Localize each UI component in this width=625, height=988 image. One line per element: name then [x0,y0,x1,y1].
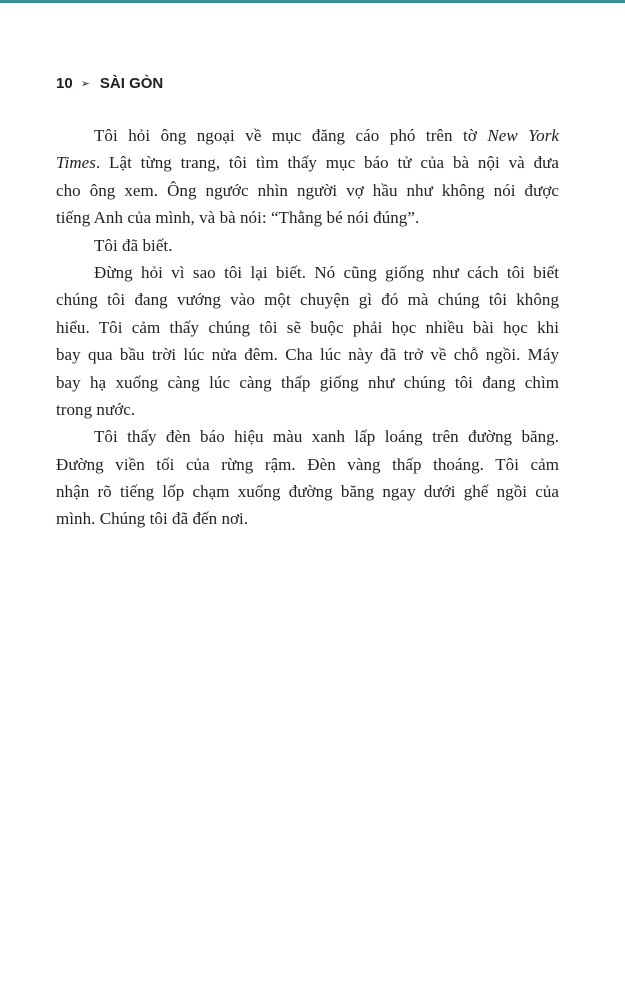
line-text: cho ông xem. Ông ngước nhìn người vợ hầu như không nói được [56,180,559,200]
line-text: hiểu. Tôi cảm thấy chúng tôi sẽ buộc phải học nhiều bài học khi [56,317,559,337]
line-text: bay qua bầu trời lúc nửa đêm. Cha lúc này đã trở về chỗ ngồi. Máy [56,345,559,365]
italic-text: Times [56,153,96,173]
text-line [56,177,559,204]
text-line [56,314,559,341]
line-text: Đường viền tối của rừng rậm. Đèn vàng thấp thoáng. Tôi cảm [56,454,559,474]
italic-text: New York [487,126,559,145]
page-number: 10 [56,75,73,92]
text-line [56,396,559,423]
running-title: SÀI GÒN [99,75,164,92]
text-line [56,204,559,231]
line-text: nhận rõ tiếng lốp chạm xuống đường băng ngay dưới ghế ngồi của [56,482,559,502]
text-line [56,423,559,450]
line-text: bay hạ xuống càng lúc càng thấp giống như chúng tôi đang chìm [56,372,559,392]
line-text: trong nước. [56,399,136,419]
text-line [56,286,559,313]
text-line [56,259,559,286]
text-line [56,341,559,368]
text-line [56,451,559,478]
line-text: mình. Chúng tôi đã đến nơi. [56,509,249,529]
line-text: Tôi đã biết. [94,235,173,255]
triangle-right-icon: ➢ [80,78,90,90]
text-line [56,505,559,532]
line-text: . Lật từng trang, tôi tìm thấy mục báo tử của bà nội và đưa [95,153,559,173]
body-text [56,122,559,533]
running-header [56,75,163,92]
text-line [56,478,559,505]
text-line [56,149,559,176]
text-line [56,232,559,259]
text-line [56,369,559,396]
top-accent-bar [0,0,625,3]
line-text: tiếng Anh của mình, và bà nói: “Thằng bé nói đúng”. [56,208,420,228]
line-text: Đừng hỏi vì sao tôi lại biết. Nó cũng giống như cách tôi biết [94,262,559,282]
line-text: chúng tôi đang vướng vào một chuyện gì đó mà chúng tôi không [56,290,559,310]
line-text: Tôi thấy đèn báo hiệu màu xanh lấp loáng trên đường băng. [94,427,559,447]
text-line [56,122,559,149]
line-text: Tôi hỏi ông ngoại về mục đăng cáo phó trên tờ [94,126,488,145]
